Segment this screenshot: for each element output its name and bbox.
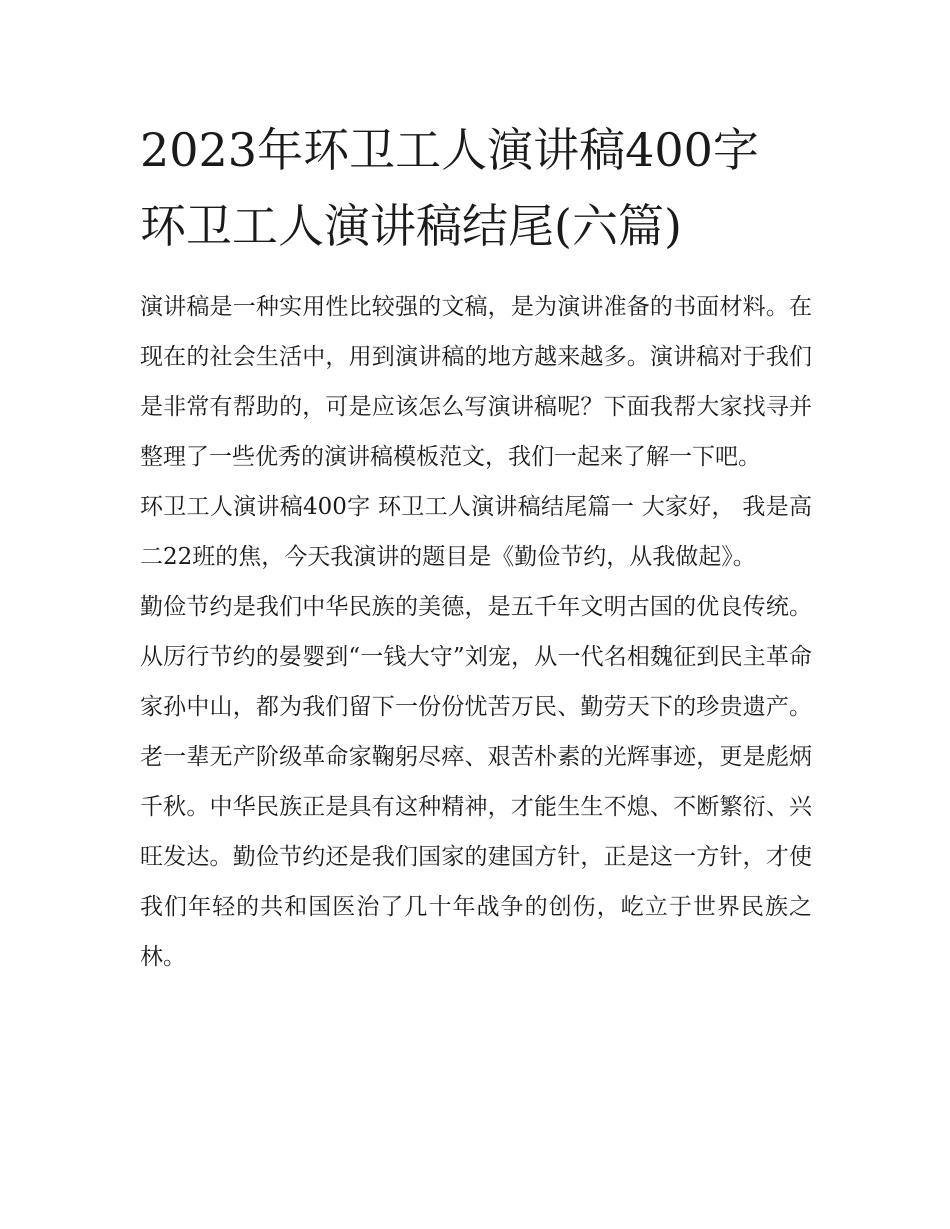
- document-page: [140, 112, 812, 982]
- paragraph-frugality: 勤俭节约是我们中华民族的美德，是五千年文明古国的优良传统。从厉行节约的晏婴到“一钱大守”刘宠，从一代名相魏征到民主革命家孙中山，都为我们留下一份份忧苦万民、勤劳天下的珍贵遗产。老一辈无产阶级革命家鞠躬尽瘁、艰苦朴素的光辉事迹，更是彪炳千秋。中华民族正是具有这种精神，才能生生不熄、不断繁衍、兴旺发达。勤俭节约还是我们国家的建国方针，正是这一方针，才使我们年轻的共和国医治了几十年战争的创伤，屹立于世界民族之林。: [140, 594, 812, 970]
- document-title: 2023年环卫工人演讲稿400字 环卫工人演讲稿结尾(六篇): [140, 123, 759, 253]
- paragraph-speech-opening: 环卫工人演讲稿400字 环卫工人演讲稿结尾篇一 大家好， 我是高二22班的焦，今天我演讲的题目是《勤俭节约，从我做起》。: [140, 494, 812, 570]
- paragraph-intro: 演讲稿是一种实用性比较强的文稿，是为演讲准备的书面材料。在现在的社会生活中，用到演讲稿的地方越来越多。演讲稿对于我们是非常有帮助的，可是应该怎么写演讲稿呢？下面我帮大家找寻并整理了一些优秀的演讲稿模板范文，我们一起来了解一下吧。: [140, 294, 812, 470]
